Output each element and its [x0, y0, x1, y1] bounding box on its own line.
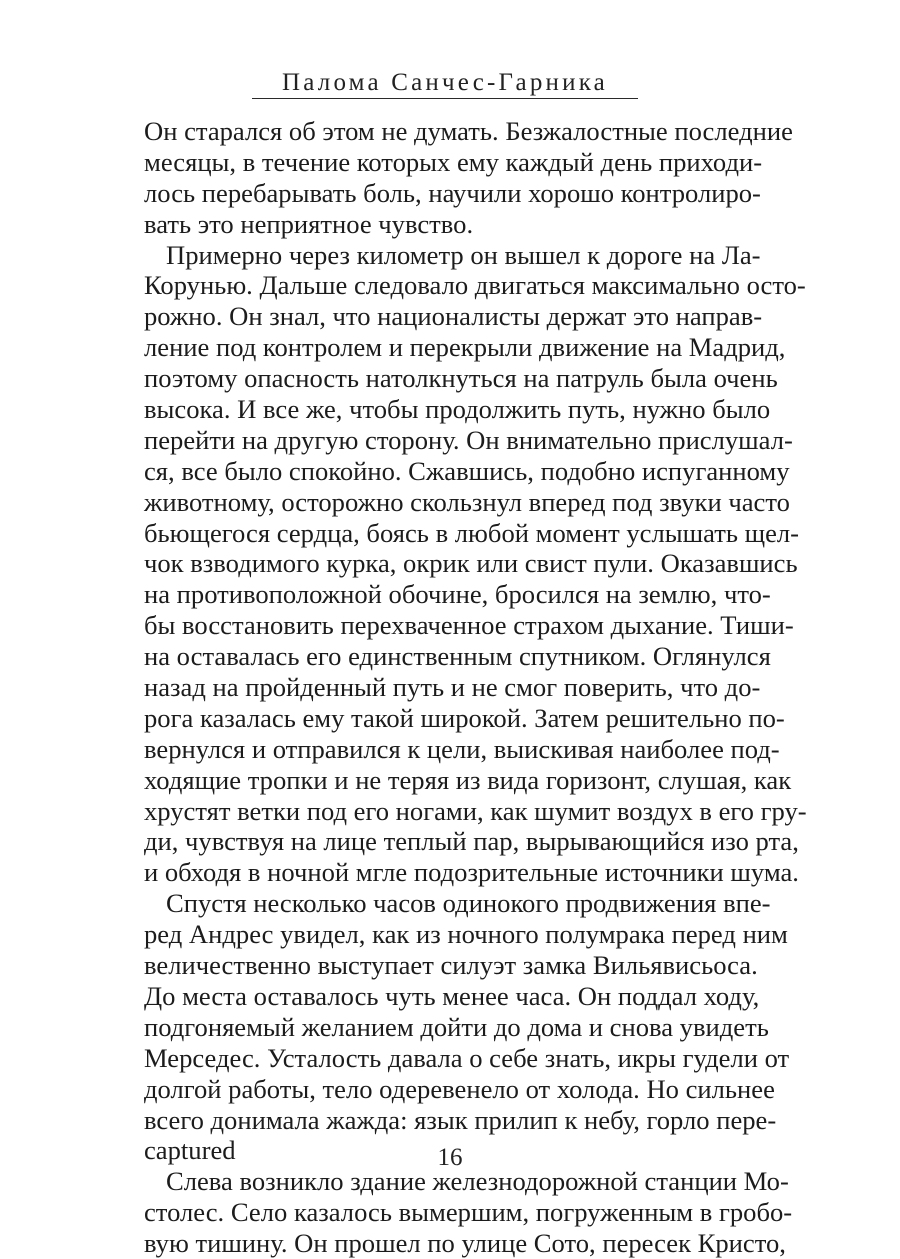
header-rule: [252, 98, 638, 99]
text-line: ходящие тропки и не теряя из вида горизонт, слушая, как: [144, 764, 792, 795]
text-line: Слева возникло здание железнодорожной станции Мо-: [166, 1166, 789, 1197]
text-line: вую тишину. Он прошел по улице Сото, пересек Кристо,: [144, 1228, 786, 1259]
running-header-title: Палома Санчес-Гарника: [282, 69, 608, 96]
text-line: величественно выступает силуэт замка Вильявисьоса.: [144, 950, 758, 981]
text-line: поэтому опасность натолкнуться на патруль была очень: [144, 363, 778, 394]
text-line: captured: [144, 1135, 236, 1166]
text-line: вернулся и отправился к цели, выискивая наиболее под-: [144, 733, 780, 764]
text-line: Спустя несколько часов одинокого продвижения впе-: [166, 888, 771, 919]
text-line: высока. И все же, чтобы продолжить путь, нужно было: [144, 394, 771, 425]
text-line: бы восстановить перехваченное страхом дыхание. Тиши-: [144, 610, 794, 641]
text-line: До места оставалось чуть менее часа. Он поддал ходу,: [144, 980, 760, 1011]
text-line: на оставалась его единственным спутником. Оглянулся: [144, 641, 771, 672]
text-line: Мерседес. Усталость давала о себе знать, икры гудели от: [144, 1042, 790, 1073]
text-line: назад на пройденный путь и не смог поверить, что до-: [144, 672, 761, 703]
text-line: подгоняемый желанием дойти до дома и снова увидеть: [144, 1011, 769, 1042]
text-line: перейти на другую сторону. Он внимательно прислушал-: [144, 424, 793, 455]
text-line: и обходя в ночной мгле подозрительные источники шума.: [144, 857, 799, 888]
text-line: чок взводимого курка, окрик или свист пули. Оказавшись: [144, 548, 798, 579]
text-line: животному, осторожно скользнул вперед под звуки часто: [144, 486, 790, 517]
page-number: 16: [437, 1144, 463, 1171]
text-line: долгой работы, тело одеревенело от холода. Но сильнее: [144, 1073, 775, 1104]
text-line: на противоположной обочине, бросился на землю, что-: [144, 579, 771, 610]
text-line: рога казалась ему такой широкой. Затем решительно по-: [144, 702, 785, 733]
body-text: [144, 116, 807, 1259]
text-line: бьющегося сердца, боясь в любой момент услышать щел-: [144, 517, 800, 548]
text-line: ред Андрес увидел, как из ночного полумрака перед ним: [144, 919, 788, 950]
text-line: Корунью. Дальше следовало двигаться максимально осто-: [144, 270, 806, 301]
text-line: рожно. Он знал, что националисты держат это направ-: [144, 301, 763, 332]
text-line: Примерно через километр он вышел к дороге на Ла-: [166, 239, 761, 270]
text-line: всего донимала жажда: язык прилип к небу, горло пере-: [144, 1104, 777, 1135]
text-line: вать это неприятное чувство.: [144, 208, 474, 239]
text-line: месяцы, в течение которых ему каждый день приходи-: [144, 146, 763, 177]
text-line: ди, чувствуя на лице теплый пар, вырывающийся изо рта,: [144, 826, 799, 857]
text-line: лось перебарывать боль, научили хорошо контролиро-: [144, 177, 761, 208]
text-line: Он старался об этом не думать. Безжалостные последние: [144, 116, 793, 146]
text-line: ление под контролем и перекрыли движение на Мадрид,: [144, 332, 786, 363]
text-line: столес. Село казалось вымершим, погруженным в гробо-: [144, 1197, 793, 1228]
text-line: хрустят ветки под его ногами, как шумит воздух в его гру-: [144, 795, 807, 826]
text-line: ся, все было спокойно. Сжавшись, подобно испуганному: [144, 455, 790, 486]
